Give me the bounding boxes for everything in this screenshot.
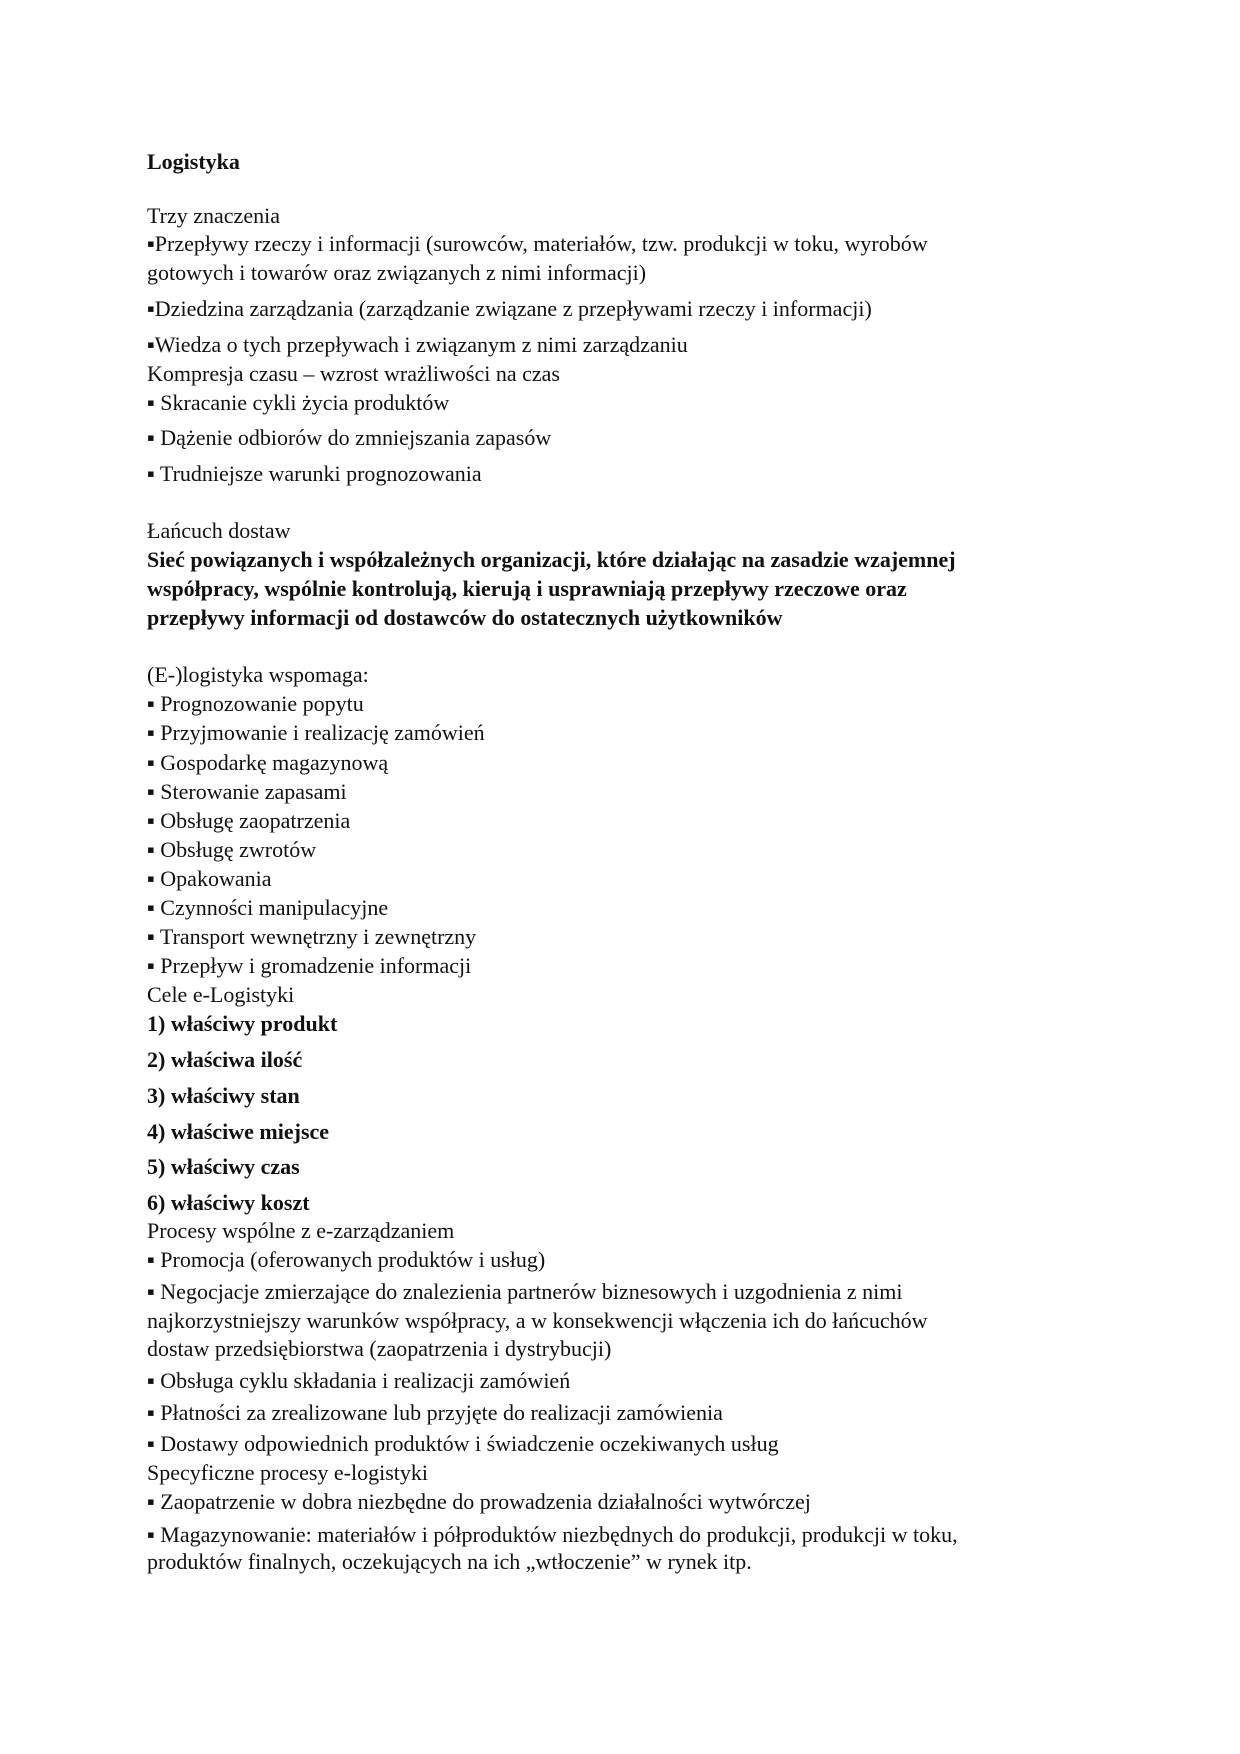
goal-item: 6) właściwy koszt (147, 1190, 310, 1215)
goal-item: 2) właściwa ilość (147, 1047, 303, 1072)
list-item: ▪ Obsługę zwrotów (147, 837, 317, 862)
list-item: ▪ Dostawy odpowiednich produktów i świadczenie oczekiwanych usług (147, 1431, 779, 1456)
list-item: ▪ Magazynowanie: materiałów i półproduktów niezbędnych do produkcji, produkcji w toku, (147, 1522, 958, 1547)
list-item: ▪Dziedzina zarządzania (zarządzanie związane z przepływami rzeczy i informacji) (147, 296, 872, 321)
list-item: ▪ Obsługę zaopatrzenia (147, 808, 351, 833)
list-item: ▪ Zaopatrzenie w dobra niezbędne do prowadzenia działalności wytwórczej (147, 1489, 811, 1514)
list-item: ▪Wiedza o tych przepływach i związanym z nimi zarządzaniu (147, 332, 688, 357)
list-item: ▪ Czynności manipulacyjne (147, 895, 389, 920)
goal-item: 3) właściwy stan (147, 1083, 300, 1108)
list-item: ▪ Prognozowanie popytu (147, 691, 364, 716)
list-item: ▪ Negocjacje zmierzające do znalezienia partnerów biznesowych i uzgodnienia z nimi (147, 1279, 903, 1304)
list-item: ▪Przepływy rzeczy i informacji (surowców, materiałów, tzw. produkcji w toku, wyrobów (147, 231, 928, 256)
document-title: Logistyka (147, 149, 240, 174)
list-item-continuation: dostaw przedsiębiorstwa (zaopatrzenia i dystrybucji) (147, 1336, 612, 1361)
section-heading: Specyficzne procesy e-logistyki (147, 1460, 429, 1485)
list-item: ▪ Transport wewnętrzny i zewnętrzny (147, 924, 477, 949)
section-heading: Procesy wspólne z e-zarządzaniem (147, 1218, 455, 1243)
definition-line: współpracy, wspólnie kontrolują, kierują i usprawniają przepływy rzeczowe oraz (147, 576, 907, 601)
list-item: ▪ Obsługa cyklu składania i realizacji zamówień (147, 1368, 571, 1393)
goal-item: 5) właściwy czas (147, 1154, 300, 1179)
section-heading: Kompresja czasu – wzrost wrażliwości na czas (147, 361, 560, 386)
list-item-continuation: najkorzystniejszy warunków współpracy, a w konsekwencji włączenia ich do łańcuchów (147, 1308, 928, 1333)
section-heading: (E-)logistyka wspomaga: (147, 662, 369, 687)
list-item-continuation: gotowych i towarów oraz związanych z nimi informacji) (147, 260, 647, 285)
list-item-continuation: produktów finalnych, oczekujących na ich „wtłoczenie” w rynek itp. (147, 1549, 752, 1574)
list-item: ▪ Sterowanie zapasami (147, 779, 347, 804)
list-item: ▪ Skracanie cykli życia produktów (147, 390, 450, 415)
section-heading: Cele e-Logistyki (147, 982, 295, 1007)
goal-item: 4) właściwe miejsce (147, 1119, 330, 1144)
list-item: ▪ Płatności za zrealizowane lub przyjęte do realizacji zamówienia (147, 1400, 723, 1425)
list-item: ▪ Promocja (oferowanych produktów i usług) (147, 1247, 546, 1272)
list-item: ▪ Przyjmowanie i realizację zamówień (147, 720, 485, 745)
goal-item: 1) właściwy produkt (147, 1011, 338, 1036)
list-item: ▪ Dążenie odbiorów do zmniejszania zapasów (147, 425, 552, 450)
definition-line: przepływy informacji od dostawców do ostatecznych użytkowników (147, 605, 783, 630)
definition-line: Sieć powiązanych i współzależnych organizacji, które działając na zasadzie wzajemnej (147, 547, 956, 572)
section-heading: Łańcuch dostaw (147, 518, 291, 543)
section-heading: Trzy znaczenia (147, 203, 280, 228)
list-item: ▪ Gospodarkę magazynową (147, 750, 389, 775)
list-item: ▪ Opakowania (147, 866, 272, 891)
list-item: ▪ Trudniejsze warunki prognozowania (147, 461, 482, 486)
list-item: ▪ Przepływ i gromadzenie informacji (147, 953, 472, 978)
